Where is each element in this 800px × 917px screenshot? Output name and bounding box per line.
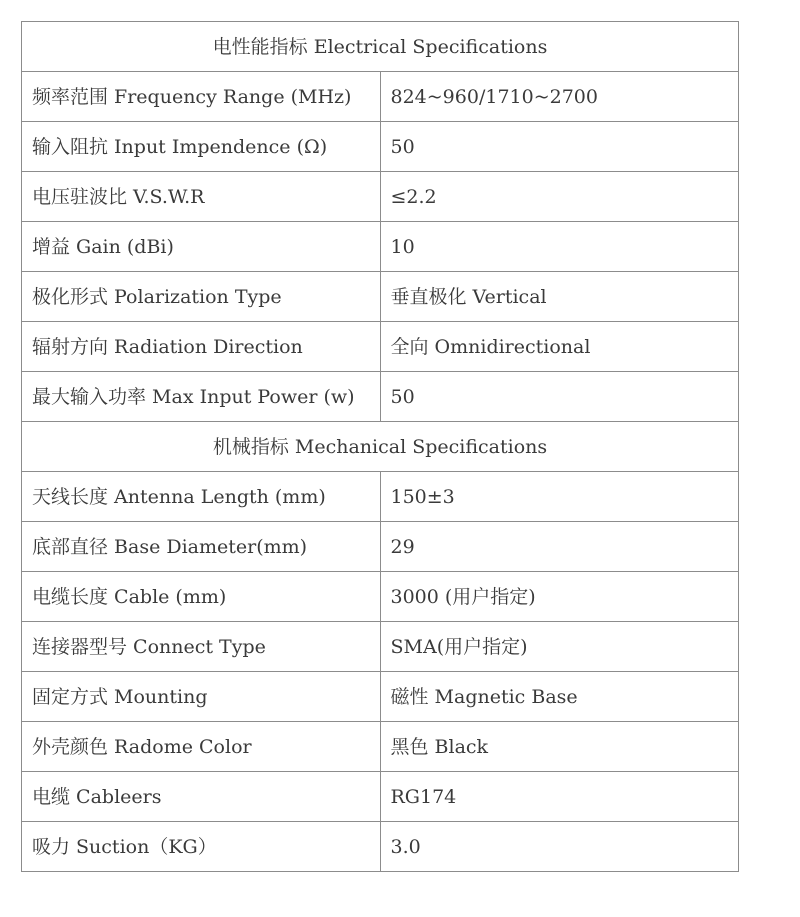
spec-label: 吸力 Suction（KG） xyxy=(22,822,381,872)
mechanical-section-title: 机械指标 Mechanical Specifications xyxy=(22,422,739,472)
table-row xyxy=(22,722,739,772)
table-row xyxy=(22,72,739,122)
spec-label: 最大输入功率 Max Input Power (w) xyxy=(22,372,381,422)
spec-value: 磁性 Magnetic Base xyxy=(380,672,739,722)
spec-label: 外壳颜色 Radome Color xyxy=(22,722,381,772)
spec-value: 50 xyxy=(380,122,739,172)
table-row xyxy=(22,772,739,822)
section-header-row xyxy=(22,422,739,472)
table-row xyxy=(22,372,739,422)
spec-value: 29 xyxy=(380,522,739,572)
table-row xyxy=(22,822,739,872)
table-row xyxy=(22,472,739,522)
spec-label: 固定方式 Mounting xyxy=(22,672,381,722)
table-row xyxy=(22,272,739,322)
spec-label: 极化形式 Polarization Type xyxy=(22,272,381,322)
spec-value: 3.0 xyxy=(380,822,739,872)
table-row xyxy=(22,122,739,172)
spec-label: 增益 Gain (dBi) xyxy=(22,222,381,272)
spec-value: 50 xyxy=(380,372,739,422)
spec-value: 10 xyxy=(380,222,739,272)
spec-value: 黑色 Black xyxy=(380,722,739,772)
table-row xyxy=(22,522,739,572)
table-row xyxy=(22,322,739,372)
spec-label: 辐射方向 Radiation Direction xyxy=(22,322,381,372)
spec-value: RG174 xyxy=(380,772,739,822)
spec-label: 天线长度 Antenna Length (mm) xyxy=(22,472,381,522)
table-row xyxy=(22,622,739,672)
spec-label: 连接器型号 Connect Type xyxy=(22,622,381,672)
spec-value: 150±3 xyxy=(380,472,739,522)
spec-label: 输入阻抗 Input Impendence (Ω) xyxy=(22,122,381,172)
spec-value: ≤2.2 xyxy=(380,172,739,222)
table-row xyxy=(22,672,739,722)
table-row xyxy=(22,572,739,622)
spec-value: 3000 (用户指定) xyxy=(380,572,739,622)
specifications-table xyxy=(21,21,739,872)
spec-label: 电压驻波比 V.S.W.R xyxy=(22,172,381,222)
spec-value: 全向 Omnidirectional xyxy=(380,322,739,372)
electrical-section-title: 电性能指标 Electrical Specifications xyxy=(22,22,739,72)
spec-label: 频率范围 Frequency Range (MHz) xyxy=(22,72,381,122)
spec-value: 824~960/1710~2700 xyxy=(380,72,739,122)
table-row xyxy=(22,172,739,222)
spec-label: 底部直径 Base Diameter(mm) xyxy=(22,522,381,572)
table-row xyxy=(22,222,739,272)
spec-label: 电缆长度 Cable (mm) xyxy=(22,572,381,622)
section-header-row xyxy=(22,22,739,72)
spec-value: SMA(用户指定) xyxy=(380,622,739,672)
spec-value: 垂直极化 Vertical xyxy=(380,272,739,322)
spec-label: 电缆 Cableers xyxy=(22,772,381,822)
